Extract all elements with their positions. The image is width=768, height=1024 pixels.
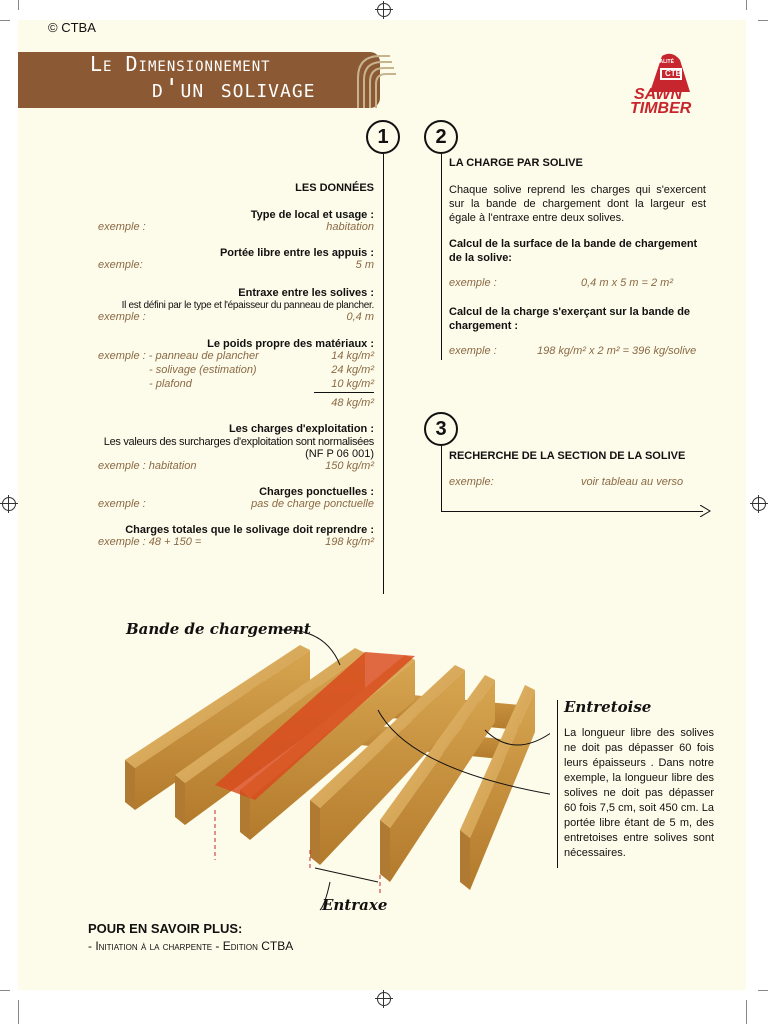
crop-mark [758,20,768,21]
charge-desc: Chaque solive reprend les charges qui s'exercent sur la bande de chargement dont la largeur est égale à l'entraxe entre deux solives. [449,184,706,224]
portee-ex-value: 5 m [355,259,374,271]
ponctuelles-ex-value: pas de charge ponctuelle [251,498,374,510]
title-line-2: d'un solivage [152,74,316,104]
title-line-1: Le Dimensionnement [90,52,271,76]
poids-row-value: 24 kg/m² [331,364,374,376]
section-ex-value: voir tableau au verso [581,476,684,488]
exploitation-ex-label: exemple : habitation [98,460,197,472]
registration-mark-icon [2,497,16,511]
surface-ex-label: exemple : [449,277,497,289]
joist-illustration [110,620,550,920]
surface-example [449,277,706,291]
logo-mid-text: CTB [665,69,682,78]
registration-mark-icon [752,497,766,511]
entraxe-ex-value: 0,4 m [346,311,374,323]
poids-row-value: 14 kg/m² [331,350,374,362]
crop-mark [18,0,19,10]
poids-row [60,350,374,364]
type-local-example [60,221,374,235]
crop-mark [0,20,10,21]
entretoise-rule [557,700,558,868]
totales-ex-label: exemple : 48 + 150 = [98,536,202,548]
poids-row-name: exemple : - panneau de plancher [98,350,259,362]
poids-row-value: 10 kg/m² [331,378,374,390]
charge-section [449,157,706,359]
charge-example [449,345,706,359]
footer-heading: POUR EN SAVOIR PLUS: [88,921,243,936]
poids-total-rule [314,392,374,393]
portee-label: Portée libre entre les appuis : [219,247,374,259]
poids-label: Le poids propre des matériaux : [207,338,374,350]
crop-mark [746,0,747,10]
exploitation-ex-value: 150 kg/m² [325,460,374,472]
type-local-label: Type de local et usage : [250,209,374,221]
donnees-section [60,182,374,550]
section-recherche [449,450,711,490]
step-2-badge: 2 [424,120,458,154]
step-3-badge: 3 [424,412,458,446]
entretoise-text: La longueur libre des solives ne doit pas dépasser 60 fois leurs épaisseurs . Dans notre exemple, la longueur libre des solives ne doit pas dépasser 60 fois 7,5 cm, soit 450 cm. La portée libre étant de 5 m, des entretoises entre solives sont nécessaires. [564,727,714,859]
step-2-line [441,154,442,360]
bande-label: Bande de chargement [126,620,311,638]
portee-example [60,259,374,273]
poids-row-name: - plafond [149,378,192,390]
logo-top-text: QUALITÉ [652,59,674,65]
poids-total: 48 kg/m² [331,397,374,409]
entraxe-desc: Il est défini par le type et l'épaisseur du panneau de plancher. [121,300,374,311]
crop-mark [746,1000,747,1024]
arrow-right-icon [700,505,712,517]
registration-mark-icon [377,3,391,17]
charge-calc-label: Calcul de la charge s'exerçant sur la bande de chargement : [449,306,691,332]
section-ex-label: exemple: [449,476,494,488]
crop-mark [0,990,10,991]
poids-row [60,364,374,378]
step-3-arrow-line [441,511,703,512]
registration-mark-icon [377,992,391,1006]
ponctuelles-label: Charges ponctuelles : [259,486,374,498]
sawn-timber-logo [628,48,718,120]
exploitation-desc-2: (NF P 06 001) [305,448,374,460]
charge-ex-label: exemple : [449,345,497,357]
portee-ex-label: exemple: [98,259,143,271]
surface-ex-value: 0,4 m x 5 m = 2 m² [581,277,673,289]
entraxe-label: Entraxe entre les solives : [238,287,374,299]
ponctuelles-ex-label: exemple : [98,498,146,510]
exploitation-example [60,460,374,474]
logo-brand-1: SAWN [634,86,682,103]
logo-brand-2: TIMBER [630,100,692,117]
crop-mark [18,1000,19,1024]
exploitation-label: Les charges d'exploitation : [228,423,374,435]
step-3-line [441,446,442,512]
poids-row [60,378,374,392]
section-heading: RECHERCHE DE LA SECTION DE LA SOLIVE [449,450,686,462]
type-local-ex-label: exemple : [98,221,146,233]
exploitation-desc-1: Les valeurs des surcharges d'exploitation sont normalisées [103,436,374,448]
poids-row-name: - solivage (estimation) [149,364,257,376]
totales-label: Charges totales que le solivage doit reprendre : [125,524,374,536]
footer-ref: - Initiation à la charpente - Edition CTBA [88,939,294,953]
ponctuelles-example [60,498,374,512]
step-1-badge: 1 [366,120,400,154]
entraxe-ex-label: exemple : [98,311,146,323]
entretoise-label: Entretoise [564,698,652,716]
entraxe-example [60,311,374,325]
copyright: © CTBA [48,20,96,35]
surface-label: Calcul de la surface de la bande de chargement de la solive: [449,238,698,264]
totales-example [60,536,374,550]
totales-ex-value: 198 kg/m² [325,536,374,548]
type-local-ex-value: habitation [326,221,374,233]
entraxe-illustration-label: Entraxe [322,896,388,914]
charge-ex-value: 198 kg/m² x 2 m² = 396 kg/solive [537,345,697,357]
title-band-curve-icon [356,48,404,112]
section-example [449,476,711,490]
entraxe-arrow [315,868,378,882]
step-1-line [383,154,384,594]
crop-mark [758,990,768,991]
donnees-heading: LES DONNÉES [295,182,374,194]
charge-heading: LA CHARGE PAR SOLIVE [449,157,583,169]
